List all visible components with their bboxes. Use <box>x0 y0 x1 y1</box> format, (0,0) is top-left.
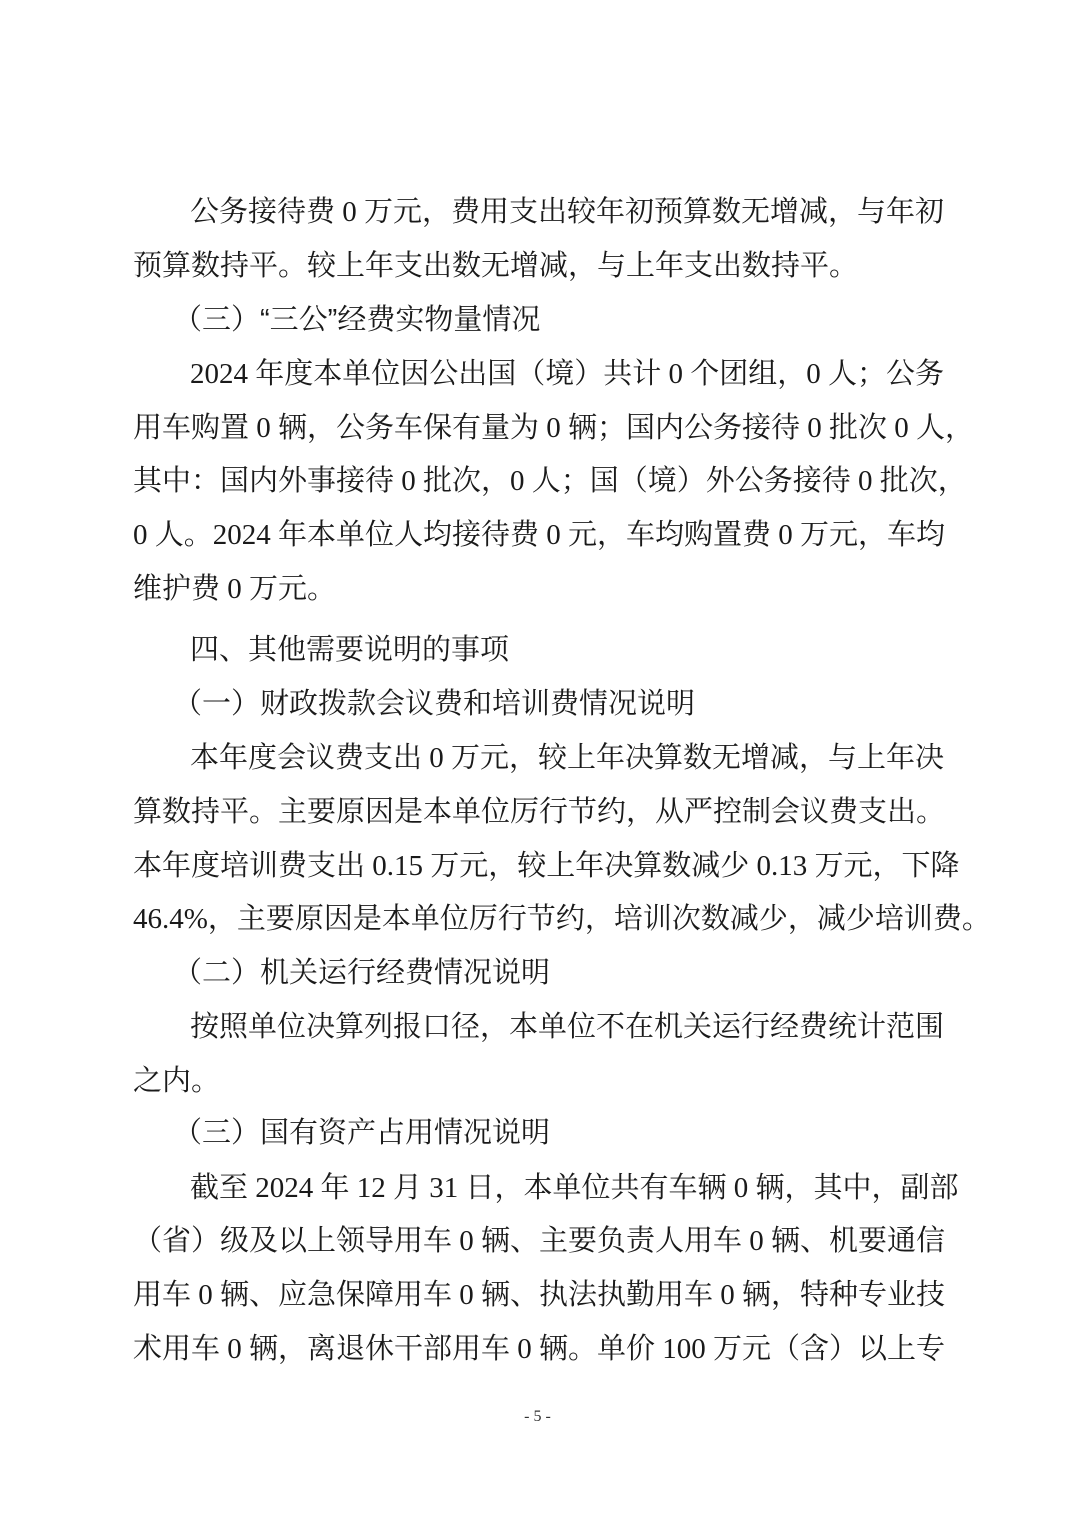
paragraph-line: 算数持平。主要原因是本单位厉行节约，从严控制会议费支出。 <box>133 796 946 828</box>
paragraph-line: 0 人。2024 年本单位人均接待费 0 元，车均购置费 0 万元，车均 <box>133 519 946 551</box>
paragraph-line: 公务接待费 0 万元，费用支出较年初预算数无增减，与年初 <box>190 196 945 228</box>
paragraph-line: （省）级及以上领导用车 0 辆、主要负责人用车 0 辆、机要通信 <box>133 1225 946 1257</box>
paragraph-line: 其中：国内外事接待 0 批次，0 人；国（境）外公务接待 0 批次， <box>133 465 967 497</box>
paragraph-line: 术用车 0 辆，离退休干部用车 0 辆。单价 100 万元（含）以上专 <box>133 1333 946 1365</box>
paragraph-line: 46.4%，主要原因是本单位厉行节约，培训次数减少，减少培训费。 <box>133 903 991 935</box>
section-heading: （一）财政拨款会议费和培训费情况说明 <box>173 688 696 720</box>
paragraph-line: 用车 0 辆、应急保障用车 0 辆、执法执勤用车 0 辆，特种专业技 <box>133 1279 946 1311</box>
paragraph-line: 维护费 0 万元。 <box>133 573 337 605</box>
paragraph-line: 用车购置 0 辆，公务车保有量为 0 辆；国内公务接待 0 批次 0 人， <box>133 412 975 444</box>
page-number: - 5 - <box>524 1408 551 1425</box>
paragraph-line: 本年度会议费支出 0 万元，较上年决算数无增减，与上年决 <box>190 742 945 774</box>
section-heading: （二）机关运行经费情况说明 <box>173 957 551 989</box>
paragraph-line: 之内。 <box>133 1065 221 1097</box>
paragraph-line: 2024 年度本单位因公出国（境）共计 0 个团组，0 人；公务 <box>190 358 945 390</box>
paragraph-line: 本年度培训费支出 0.15 万元，较上年决算数减少 0.13 万元，下降 <box>133 850 960 882</box>
paragraph-line: 预算数持平。较上年支出数无增减，与上年支出数持平。 <box>133 250 859 282</box>
section-heading: （三）国有资产占用情况说明 <box>173 1117 551 1149</box>
paragraph-line: 按照单位决算列报口径，本单位不在机关运行经费统计范围 <box>190 1011 945 1043</box>
section-heading: （三）“三公”经费实物量情况 <box>173 304 541 336</box>
chapter-heading: 四、其他需要说明的事项 <box>190 634 510 666</box>
paragraph-line: 截至 2024 年 12 月 31 日，本单位共有车辆 0 辆，其中，副部 <box>190 1172 959 1204</box>
